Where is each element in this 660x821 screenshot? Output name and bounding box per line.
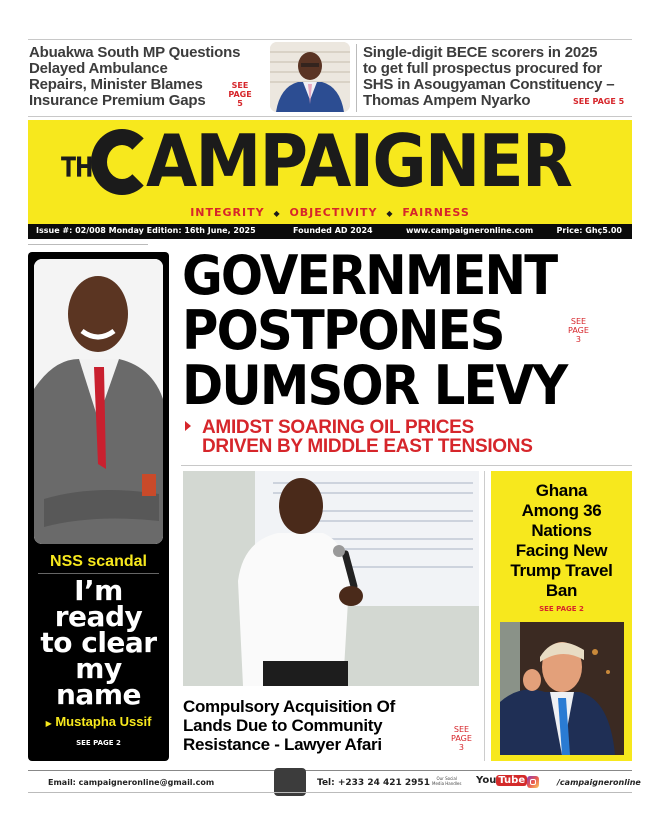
- lead-bottom-rule: [181, 465, 632, 466]
- instagram-icon[interactable]: [527, 776, 539, 788]
- see-label: SEE: [231, 81, 249, 90]
- youtube-you: You: [476, 775, 497, 786]
- quote-line: I’m: [74, 574, 123, 607]
- teaser-line: Abuakwa South MP Questions: [29, 44, 241, 61]
- page-number: 5: [237, 99, 243, 108]
- teaser-bece-see-page: SEE PAGE 5: [573, 97, 625, 106]
- infobar-under-rule: [28, 244, 148, 245]
- tagline-objectivity: OBJECTIVITY: [289, 206, 378, 219]
- tagline-fairness: FAIRNESS: [402, 206, 470, 219]
- quote-line: name: [56, 678, 141, 711]
- headline-line: Nations: [531, 521, 592, 540]
- tagline-integrity: INTEGRITY: [190, 206, 265, 219]
- social-label-line: Our Social: [436, 776, 457, 781]
- masthead[interactable]: [28, 120, 632, 224]
- quote-line: ready: [54, 600, 143, 633]
- headline-line: Resistance - Lawyer Afari: [183, 735, 382, 754]
- price: Price: Ghç5.00: [556, 226, 622, 235]
- lead-headline[interactable]: [182, 244, 567, 417]
- footer-bottom-rule: [28, 792, 632, 793]
- lead-subheadline: [202, 418, 533, 456]
- story-kicker: NSS scandal: [50, 553, 147, 570]
- triangle-right-icon: ▶: [45, 719, 52, 728]
- teaser-line: Thomas Ampem Nyarko: [363, 92, 531, 109]
- right-see-page[interactable]: SEE PAGE 2: [539, 605, 584, 613]
- logo-the: THE: [61, 152, 107, 185]
- social-label-line: Media Handles: [432, 781, 462, 786]
- tagline: [28, 206, 632, 219]
- right-headline: [491, 481, 632, 601]
- quote-speaker: [28, 714, 169, 729]
- diamond-separator-icon: ◆: [386, 209, 394, 218]
- travel-ban-story[interactable]: [491, 471, 632, 761]
- headline-line: Compulsory Acquisition Of: [183, 697, 395, 716]
- top-rule: [28, 39, 632, 40]
- teaser-line: Insurance Premium Gaps: [29, 92, 206, 109]
- headline-line: Lands Due to Community: [183, 716, 383, 735]
- photo-trump: [500, 622, 624, 755]
- teaser-line: SHS in Asougyaman Constituency –: [363, 76, 615, 93]
- subhead-line: AMIDST SOARING OIL PRICES: [202, 417, 474, 438]
- teaser-line: Repairs, Minister Blames: [29, 76, 203, 93]
- footer-email[interactable]: Email: campaigneronline@gmail.com: [48, 778, 215, 787]
- center-see-page[interactable]: [451, 725, 472, 752]
- nss-scandal-story[interactable]: [28, 252, 169, 761]
- person-photo-icon: [270, 42, 350, 112]
- person-photo-icon: [183, 471, 479, 686]
- footer-tel[interactable]: Tel: +233 24 421 2951: [317, 778, 430, 788]
- social-handle[interactable]: /campaigneronline: [557, 778, 641, 787]
- teaser-line: to get full prospectus procured for: [363, 60, 602, 77]
- headline-line: DUMSOR LEVY: [182, 354, 567, 417]
- triangle-right-icon: [185, 421, 191, 431]
- issue-edition: Issue #: 02/008 Monday Edition: 16th June, 2025: [36, 226, 256, 235]
- founded: Founded AD 2024: [293, 226, 373, 235]
- youtube-icon[interactable]: [476, 775, 527, 786]
- lead-see-page[interactable]: [568, 317, 589, 344]
- headline-line: Ban: [545, 581, 578, 600]
- center-headline[interactable]: [183, 697, 395, 754]
- instagram-glyph: [530, 779, 536, 785]
- teaser-photo-minister: [270, 42, 350, 112]
- info-bar: [28, 224, 632, 239]
- person-photo-icon: [34, 259, 163, 544]
- social-label: [432, 776, 461, 786]
- teaser-line: Single-digit BECE scorers in 2025: [363, 44, 598, 61]
- headline-line: POSTPONES: [182, 299, 504, 362]
- subhead-line: DRIVEN BY MIDDLE EAST TENSIONS: [202, 436, 533, 457]
- column-divider: [484, 471, 485, 761]
- youtube-tube: Tube: [498, 775, 526, 786]
- headline-line: Trump Travel: [510, 561, 613, 580]
- quote-line: to clear: [40, 626, 157, 659]
- headline-line: Among 36: [521, 501, 602, 520]
- logo-wordmark: AMPAIGNER: [146, 119, 572, 203]
- headline-line: GOVERNMENT: [182, 244, 557, 307]
- photo-lawyer-afari: [183, 471, 479, 686]
- see-label: SEE: [570, 317, 587, 326]
- teaser-ambulance-see-page: [228, 81, 252, 108]
- page-number: 3: [575, 335, 581, 344]
- see-page-link[interactable]: SEE PAGE 2: [76, 739, 121, 747]
- teaser-line: Delayed Ambulance: [29, 60, 168, 77]
- page-label: PAGE: [568, 326, 589, 335]
- website-link[interactable]: www.campaigneronline.com: [406, 226, 534, 235]
- teaser-divider: [356, 44, 357, 112]
- page-label: PAGE: [228, 90, 252, 99]
- headline-line: Ghana: [535, 481, 588, 500]
- quote-headline: [28, 574, 169, 711]
- logo-c-ring-icon: [91, 129, 153, 195]
- speaker-name: Mustapha Ussif: [55, 714, 152, 729]
- person-photo-icon: [500, 622, 624, 755]
- page-number: 3: [458, 743, 464, 752]
- headline-line: Facing New: [515, 541, 608, 560]
- footer-top-rule: [28, 770, 632, 771]
- quote-line: my: [75, 652, 122, 685]
- teaser-bottom-rule: [28, 116, 632, 117]
- photo-mustapha-ussif: [34, 259, 163, 544]
- see-label: SEE: [453, 725, 470, 734]
- page-label: PAGE: [451, 734, 472, 743]
- diamond-separator-icon: ◆: [273, 209, 281, 218]
